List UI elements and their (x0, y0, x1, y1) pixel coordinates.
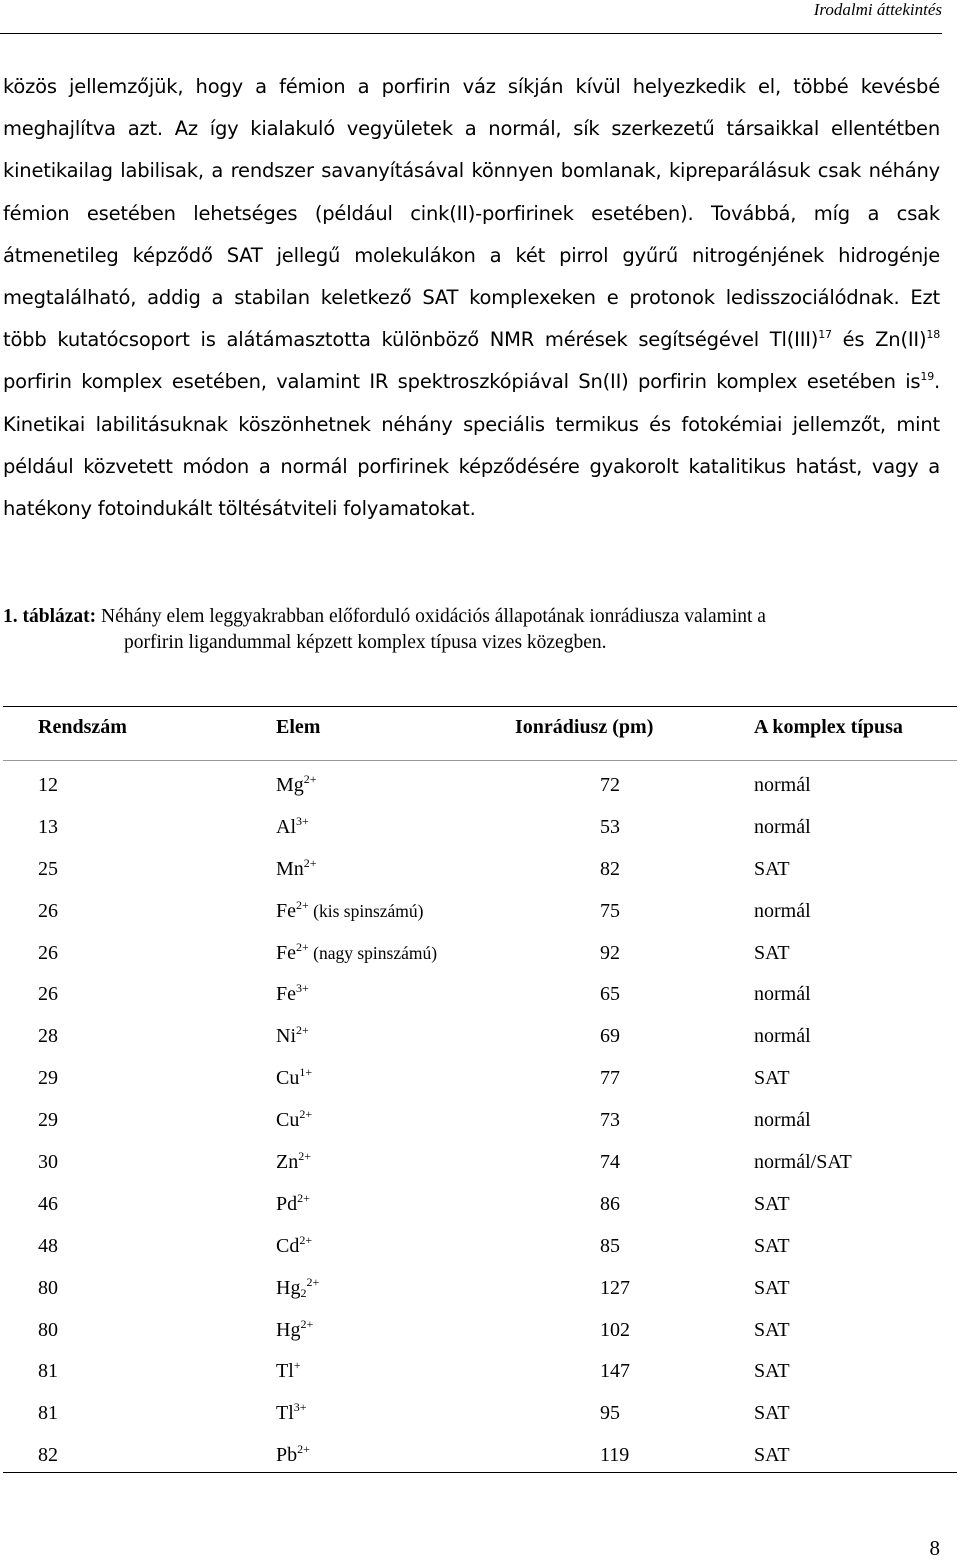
table-top-rule (3, 706, 957, 707)
cell-elem (276, 1025, 309, 1047)
header-ionradius: Ionrádiusz (pm) (515, 716, 654, 738)
element-symbol: Tl (276, 1360, 294, 1383)
cell-elem (276, 1402, 307, 1424)
caption-label: 1. táblázat: (3, 606, 97, 627)
cell-ionradius: 53 (600, 815, 620, 838)
cell-rendszam: 82 (38, 1444, 58, 1467)
cell-elem (276, 897, 424, 922)
element-symbol: Tl (276, 1402, 294, 1425)
table-row (3, 888, 957, 930)
table-row (3, 1390, 957, 1432)
cell-complex-type: SAT (754, 941, 790, 964)
running-header (0, 0, 942, 34)
table-caption (3, 604, 943, 656)
oxidation-state: 3+ (296, 981, 309, 996)
table-row (3, 1139, 957, 1181)
element-symbol: Fe (276, 983, 296, 1006)
cell-elem (276, 813, 309, 838)
cell-ionradius: 77 (600, 1067, 620, 1090)
oxidation-state: 1+ (299, 1065, 313, 1080)
table-row (3, 804, 957, 846)
cell-ionradius: 95 (600, 1402, 620, 1425)
reference-19: 19 (920, 370, 934, 384)
cell-elem (276, 1360, 301, 1382)
element-symbol: Al (276, 815, 296, 838)
oxidation-state: 2+ (298, 1149, 311, 1164)
cell-ionradius: 92 (600, 941, 620, 964)
oxidation-state: 2+ (306, 1274, 320, 1289)
cell-ionradius: 147 (600, 1360, 630, 1383)
oxidation-state: 2+ (296, 939, 309, 954)
cell-rendszam: 26 (38, 899, 58, 922)
cell-complex-type: normál (754, 815, 811, 838)
element-symbol: Pd (276, 1192, 298, 1215)
table-row (3, 762, 957, 804)
table-row (3, 1265, 957, 1307)
cell-rendszam: 30 (38, 1151, 58, 1174)
oxidation-state: 2+ (303, 772, 317, 786)
cell-ionradius: 82 (600, 857, 620, 880)
paragraph-text-2: és Zn(II) (831, 328, 927, 352)
header-title: Irodalmi áttekintés (813, 0, 942, 19)
paragraph-text-1: közös jellemzőjük, hogy a fémion a porfirin váz síkján kívül helyezkedik el, többé kevésbé meghajlítva azt. Az így kialakuló vegyületek a normál, sík szerkezetű társaikkal ellentétben kinetikailag labilisak, a rendszer savanyításával könnyen bomlanak, kipreparálásuk csak néhány fémion esetében lehetséges (például cink(II)-porfirinek esetében). Továbbá, míg a csak átmenetileg képződő SAT jellegű molekulákon a két pirrol gyűrű nitrogénjének hidrogénje megtalálható, addig a stabilan keletkező SAT komplexeken e protonok ledisszociálódnak. Ezt több kutatócsoport is alátámasztotta különböző NMR mérések segítségével Tl(III) (3, 75, 940, 352)
oxidation-state: 2+ (296, 897, 309, 912)
cell-elem (276, 1190, 310, 1215)
cell-elem (276, 1067, 312, 1089)
header-elem: Elem (276, 716, 321, 738)
cell-complex-type: SAT (754, 1444, 790, 1467)
element-symbol: Mg (276, 774, 304, 796)
spin-note: (nagy spinszámú) (308, 942, 438, 963)
cell-complex-type: normál (754, 774, 811, 796)
cell-elem (276, 1109, 312, 1131)
oxidation-state: 2+ (299, 1107, 313, 1122)
element-symbol: Zn (276, 1151, 299, 1174)
cell-rendszam: 26 (38, 941, 58, 964)
cell-rendszam: 13 (38, 815, 58, 838)
header-rendszam: Rendszám (38, 716, 127, 738)
cell-complex-type: normál (754, 983, 811, 1006)
element-symbol: Hg (276, 1276, 301, 1299)
cell-rendszam: 29 (38, 1109, 58, 1132)
reference-18: 18 (926, 328, 940, 342)
table-row (3, 1432, 957, 1474)
element-symbol: Fe (276, 941, 296, 964)
cell-elem (276, 939, 438, 964)
cell-ionradius: 74 (600, 1151, 620, 1174)
cell-rendszam: 28 (38, 1025, 58, 1048)
table-row (3, 846, 957, 888)
cell-rendszam: 12 (38, 774, 58, 796)
element-symbol: Cu (276, 1109, 300, 1132)
caption-line-1: Néhány elem leggyakrabban előforduló oxidációs állapotának ionrádiusza valamint a (96, 606, 766, 627)
cell-complex-type: SAT (754, 1276, 790, 1299)
cell-rendszam: 29 (38, 1067, 58, 1090)
header-complex-type: A komplex típusa (754, 716, 903, 738)
cell-ionradius: 127 (600, 1276, 630, 1299)
element-symbol: Hg (276, 1318, 301, 1341)
caption-line-2: porfirin ligandummal képzett komplex típusa vizes közegben. (124, 632, 607, 653)
cell-elem (276, 1151, 311, 1173)
oxidation-state: 2+ (303, 855, 317, 870)
oxidation-state: 2+ (296, 1023, 309, 1038)
cell-complex-type: normál/SAT (754, 1151, 852, 1174)
cell-rendszam: 81 (38, 1402, 58, 1425)
cell-complex-type: SAT (754, 1192, 790, 1215)
cell-rendszam: 80 (38, 1318, 58, 1341)
cell-elem (276, 855, 317, 880)
oxidation-state: 2+ (299, 1232, 313, 1247)
oxidation-state: + (293, 1358, 301, 1373)
paragraph-text-3: porfirin komplex esetében, valamint IR spektroszkópiával Sn(II) porfirin komplex esetében is (3, 370, 921, 394)
table-row (3, 1055, 957, 1097)
cell-complex-type: normál (754, 1109, 811, 1132)
element-symbol: Cu (276, 1067, 300, 1090)
table-row (3, 1181, 957, 1223)
cell-complex-type: SAT (754, 1360, 790, 1383)
cell-elem (276, 1316, 314, 1341)
spin-note: (kis spinszámú) (308, 900, 424, 921)
cell-elem (276, 1444, 310, 1466)
cell-ionradius: 65 (600, 983, 620, 1006)
table-body (3, 762, 957, 1474)
table-row (3, 1307, 957, 1349)
ion-radius-table (3, 708, 957, 1467)
cell-ionradius: 75 (600, 899, 620, 922)
table-header-rule (3, 760, 957, 761)
cell-rendszam: 80 (38, 1276, 58, 1299)
cell-elem (276, 1274, 320, 1300)
page-number: 8 (929, 1536, 940, 1560)
oxidation-state: 3+ (293, 1400, 307, 1415)
table-row (3, 971, 957, 1013)
cell-ionradius: 102 (600, 1318, 630, 1341)
table-header (3, 708, 957, 760)
element-subscript: 2 (300, 1285, 307, 1300)
cell-complex-type: SAT (754, 857, 790, 880)
cell-ionradius: 69 (600, 1025, 620, 1048)
element-symbol: Pb (276, 1444, 298, 1467)
element-symbol: Cd (276, 1234, 300, 1257)
cell-ionradius: 119 (600, 1444, 630, 1467)
cell-rendszam: 81 (38, 1360, 58, 1383)
cell-elem (276, 983, 309, 1005)
cell-ionradius: 73 (600, 1109, 620, 1132)
cell-complex-type: SAT (754, 1318, 790, 1341)
cell-ionradius: 86 (600, 1192, 620, 1215)
cell-rendszam: 26 (38, 983, 58, 1006)
table-row (3, 1348, 957, 1390)
cell-complex-type: SAT (754, 1402, 790, 1425)
table-row (3, 1223, 957, 1265)
cell-ionradius: 85 (600, 1234, 620, 1257)
element-symbol: Fe (276, 899, 296, 922)
body-paragraph (3, 66, 940, 530)
cell-rendszam: 25 (38, 857, 58, 880)
cell-elem (276, 1232, 313, 1257)
element-symbol: Mn (276, 857, 304, 880)
paragraph-text-4: . Kinetikai labilitásuknak köszönhetnek néhány speciális termikus és fotokémiai jellemzőt, mint például közvetett módon a normál porfirinek képződésére gyakorolt katalitikus hatást, vagy a hatékony fotoindukált töltésátviteli folyamatokat. (3, 370, 940, 521)
cell-rendszam: 46 (38, 1192, 58, 1215)
table-row (3, 1097, 957, 1139)
cell-complex-type: SAT (754, 1067, 790, 1090)
reference-17: 17 (818, 328, 832, 342)
cell-complex-type: SAT (754, 1234, 790, 1257)
cell-complex-type: normál (754, 899, 811, 922)
oxidation-state: 2+ (300, 1316, 314, 1331)
cell-rendszam: 48 (38, 1234, 58, 1257)
cell-complex-type: normál (754, 1025, 811, 1048)
cell-elem (276, 774, 317, 796)
table-row (3, 930, 957, 972)
table-row (3, 1013, 957, 1055)
oxidation-state: 3+ (296, 813, 309, 828)
oxidation-state: 2+ (297, 1190, 310, 1205)
cell-ionradius: 72 (600, 774, 620, 796)
element-symbol: Ni (276, 1025, 296, 1048)
oxidation-state: 2+ (297, 1442, 310, 1457)
